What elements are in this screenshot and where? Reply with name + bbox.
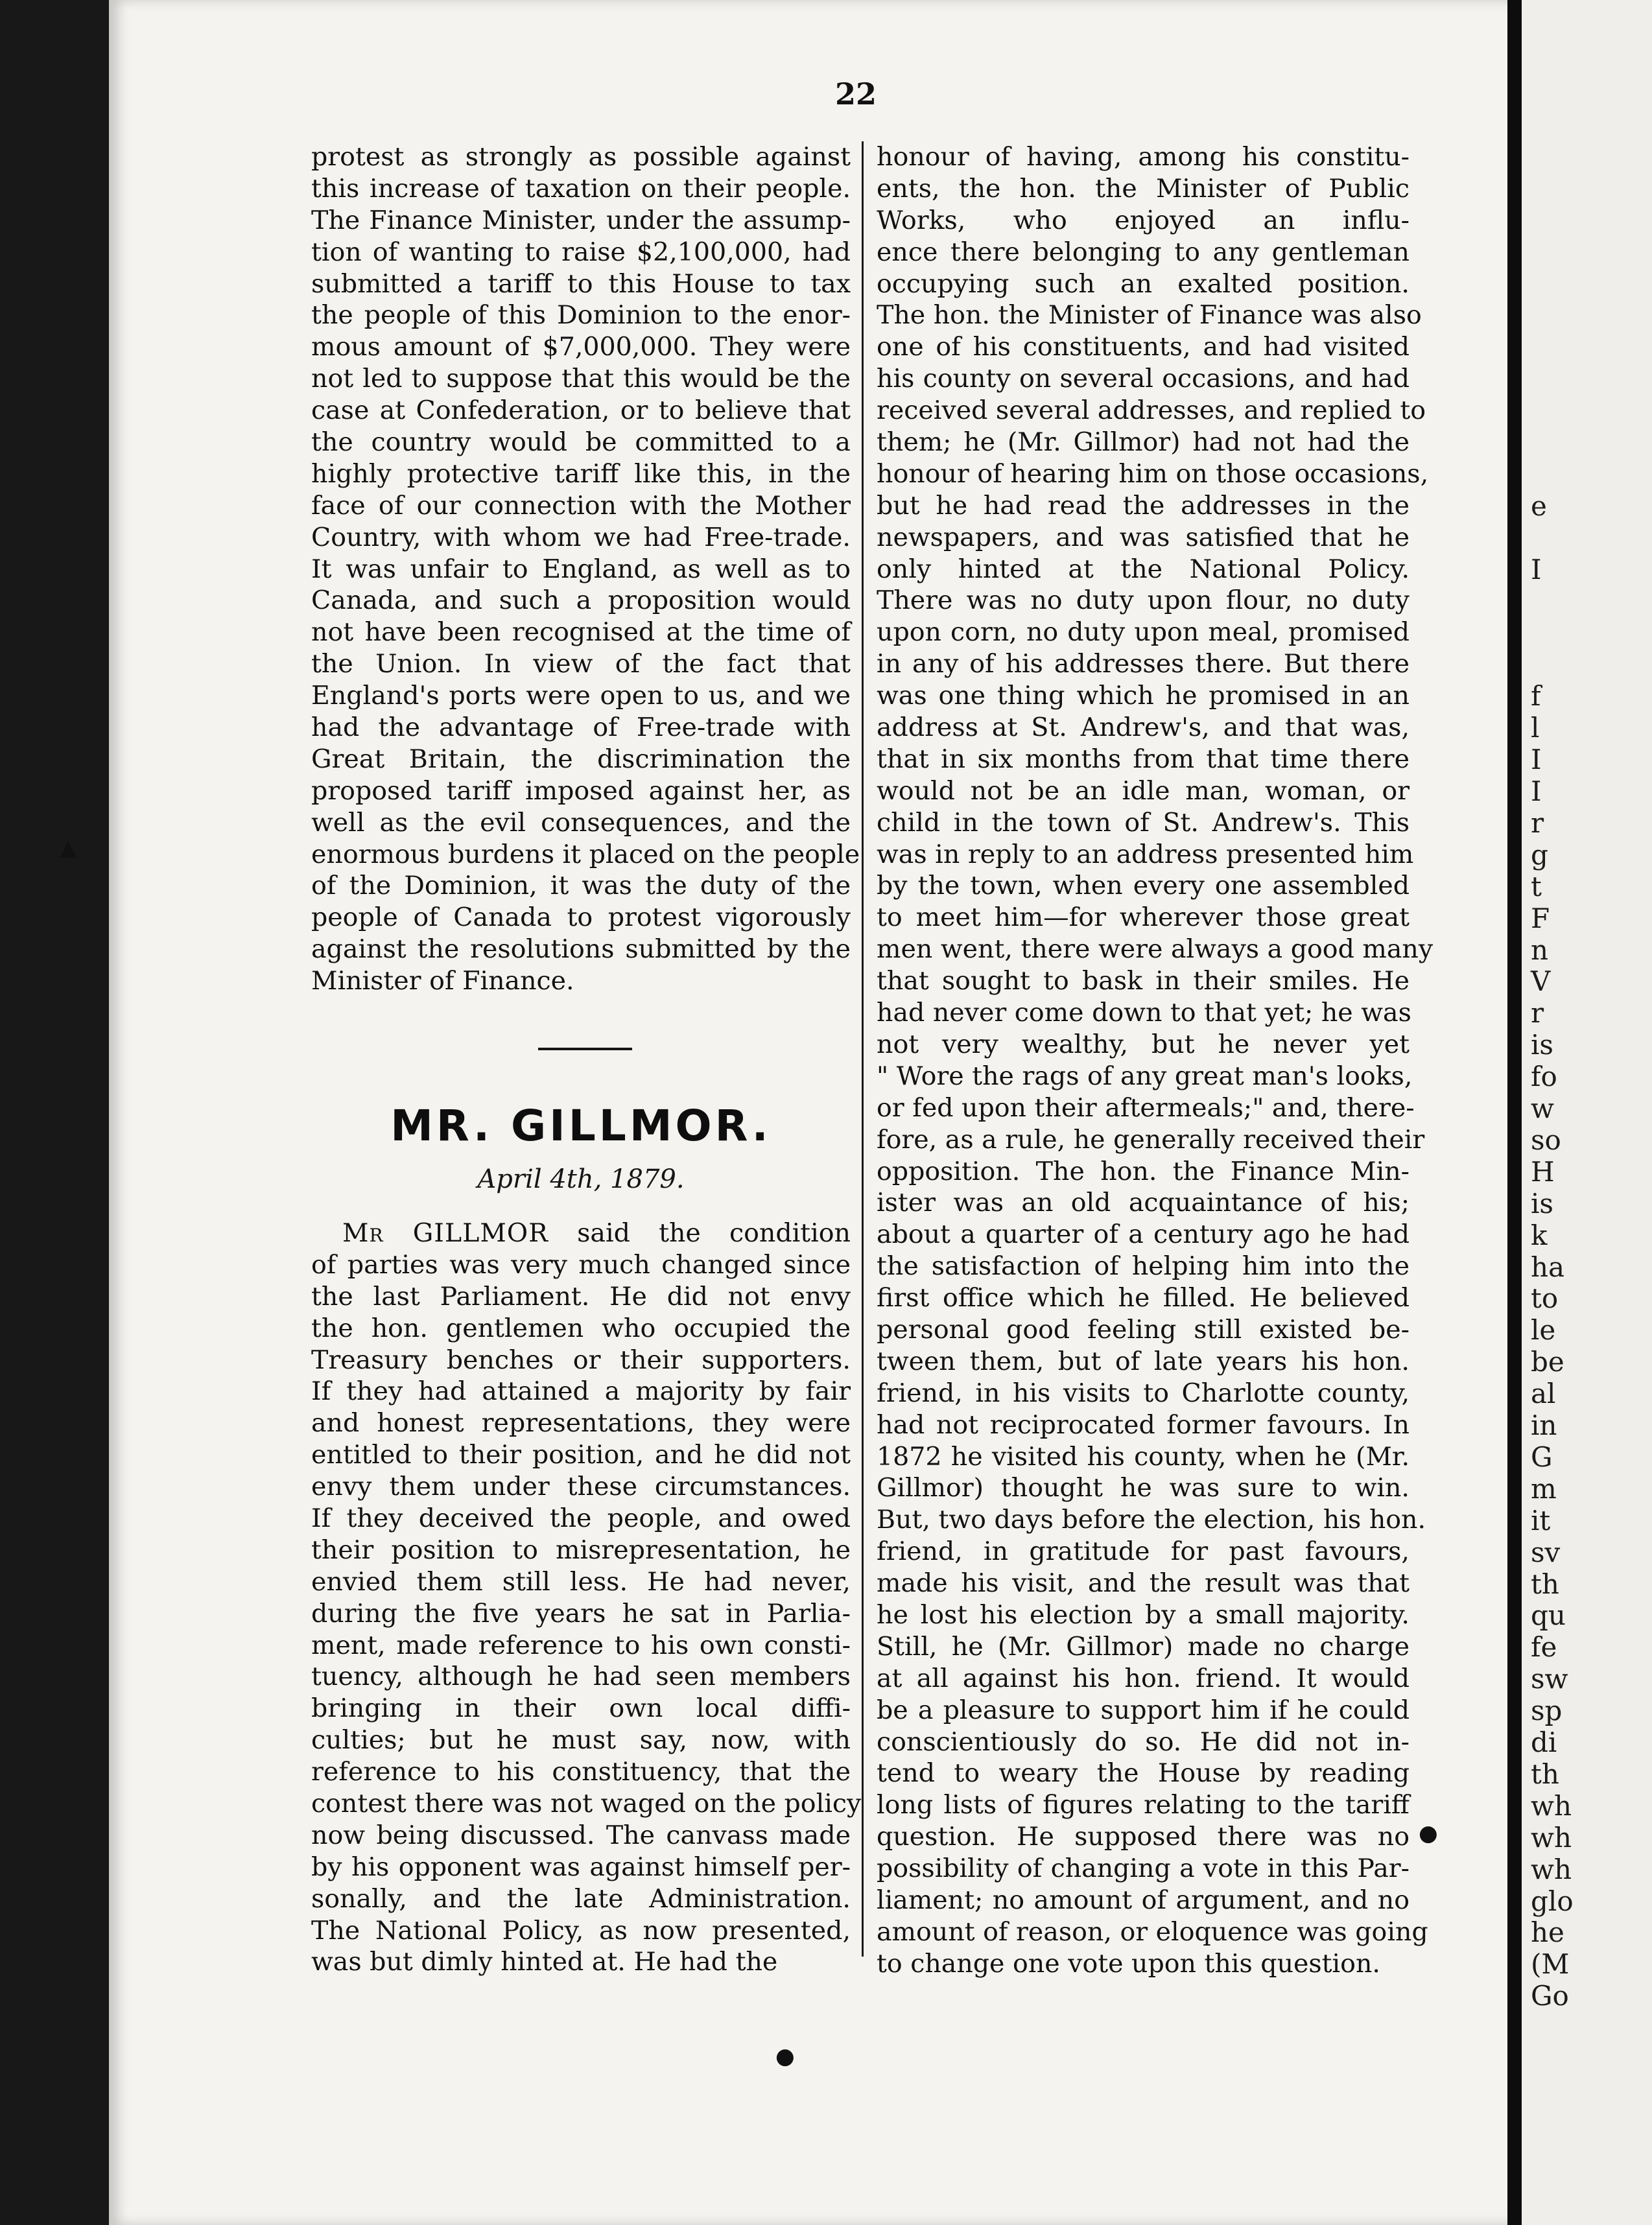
adjacent-page-text-fragment: w <box>1531 1092 1554 1124</box>
adjacent-page-text-fragment: F <box>1531 902 1550 934</box>
text-line: was in reply to an address presented him <box>877 839 1414 869</box>
text-line: in any of his addresses there. But there <box>877 649 1410 679</box>
text-line: the hon. gentlemen who occupied the <box>311 1313 851 1343</box>
text-line: Gillmor) thought he was sure to win. <box>877 1473 1410 1503</box>
column-divider <box>862 141 864 1957</box>
text-line: Treasury benches or their supporters. <box>311 1345 851 1375</box>
text-line: his county on several occasions, and had <box>877 364 1410 394</box>
page-gutter <box>1507 0 1522 2225</box>
text-line: against the resolutions submitted by the <box>311 934 851 965</box>
text-line: he lost his election by a small majority. <box>877 1599 1410 1630</box>
text-line: about a quarter of a century ago he had <box>877 1219 1410 1250</box>
adjacent-page-text-fragment: wh <box>1531 1789 1572 1822</box>
text-line: Country, with whom we had Free-trade. <box>311 522 851 552</box>
text-line: address at St. Andrew's, and that was, <box>877 712 1410 743</box>
text-line: now being discussed. The canvass made <box>311 1820 851 1850</box>
adjacent-page-text-fragment: th <box>1531 1568 1559 1600</box>
text-line: to meet him—for wherever those great <box>877 902 1410 933</box>
text-line: sonally, and the late Administration. <box>311 1883 851 1914</box>
text-line: submitted a tariff to this House to tax <box>311 268 851 299</box>
text-line: tend to weary the House by reading <box>877 1758 1410 1789</box>
text-line: friend, in his visits to Charlotte county, <box>877 1378 1410 1408</box>
adjacent-page-text-fragment: it <box>1531 1504 1551 1536</box>
text-line: not very wealthy, but he never yet <box>877 1029 1410 1059</box>
scan-arrow-mark-icon: ▲ <box>60 835 77 861</box>
speech-first-line-rest: said the condition <box>548 1218 851 1248</box>
text-line: long lists of figures relating to the tariff <box>877 1790 1410 1820</box>
text-line: 1872 he visited his county, when he (Mr. <box>877 1441 1410 1472</box>
adjacent-page-text-fragment: so <box>1531 1124 1561 1156</box>
text-line: child in the town of St. Andrew's. This <box>877 807 1410 838</box>
adjacent-page-text-fragment: Go <box>1531 1980 1569 2012</box>
adjacent-page-text-fragment: is <box>1531 1029 1553 1061</box>
adjacent-page-text-fragment: be <box>1531 1346 1564 1378</box>
text-line: There was no duty upon flour, no duty <box>877 585 1410 616</box>
text-line: The Finance Minister, under the assump- <box>311 205 851 235</box>
text-line: received several addresses, and replied to <box>877 395 1426 426</box>
text-line: one of his constituents, and had visited <box>877 332 1410 362</box>
speech-date: April 4th, 1879. <box>477 1164 685 1194</box>
text-line: well as the evil consequences, and the <box>311 807 851 838</box>
text-line: conscientiously do so. He did not in- <box>877 1726 1410 1757</box>
left-column-top-text <box>311 141 860 997</box>
text-line: England's ports were open to us, and we <box>311 681 851 711</box>
text-line: the people of this Dominion to the enor- <box>311 300 851 331</box>
text-line: ents, the hon. the Minister of Public <box>877 173 1410 204</box>
text-line: highly protective tariff like this, in the <box>311 458 851 489</box>
text-line: was but dimly hinted at. He had the <box>311 1947 778 1977</box>
text-line: friend, in gratitude for past favours, <box>877 1536 1410 1567</box>
adjacent-page-text-fragment: th <box>1531 1758 1559 1790</box>
text-line: Works, who enjoyed an influ- <box>877 205 1410 235</box>
text-line: mous amount of $7,000,000. They were <box>311 332 851 362</box>
text-line: occupying such an exalted position. <box>877 268 1410 299</box>
adjacent-page-text-fragment: sv <box>1531 1536 1561 1568</box>
text-line: was one thing which he promised in an <box>877 681 1410 711</box>
text-line: at all against his hon. friend. It would <box>877 1663 1410 1693</box>
adjacent-page-text-fragment: r <box>1531 806 1544 839</box>
text-line: entitled to their position, and he did not <box>311 1440 851 1470</box>
text-line: or fed upon their aftermeals;" and, there- <box>877 1092 1415 1123</box>
text-line: upon corn, no duty upon meal, promised <box>877 617 1410 648</box>
text-line: If they deceived the people, and owed <box>311 1503 851 1534</box>
text-line: It was unfair to England, as well as to <box>311 554 851 584</box>
text-line: Minister of Finance. <box>311 966 574 996</box>
adjacent-page-text-fragment: wh <box>1531 1821 1572 1854</box>
adjacent-page-text-fragment: qu <box>1531 1599 1566 1632</box>
text-line: men went, there were always a good many <box>877 934 1434 965</box>
adjacent-page-text-fragment: fe <box>1531 1631 1557 1664</box>
adjacent-page-text-fragment: (M <box>1531 1948 1570 1981</box>
adjacent-page-text-fragment: t <box>1531 870 1542 902</box>
adjacent-page-text-fragment: he <box>1531 1916 1564 1949</box>
ink-dot-icon: ● <box>1419 1820 1438 1846</box>
text-line: proposed tariff imposed against her, as <box>311 775 851 806</box>
text-line: tion of wanting to raise $2,100,000, had <box>311 237 851 267</box>
text-line: and honest representations, they were <box>311 1408 851 1439</box>
text-line: ence there belonging to any gentleman <box>877 237 1410 267</box>
text-line: to change one vote upon this question. <box>877 1948 1380 1979</box>
text-line: envied them still less. He had never, <box>311 1566 851 1597</box>
adjacent-page-text-fragment: ha <box>1531 1251 1565 1283</box>
adjacent-page-text-fragment: e <box>1531 489 1547 522</box>
text-line: not led to suppose that this would be the <box>311 364 851 394</box>
text-line: personal good feeling still existed be- <box>877 1314 1410 1345</box>
text-line: honour of hearing him on those occasions, <box>877 458 1429 489</box>
text-line: of parties was very much changed since <box>311 1249 851 1280</box>
text-line: honour of having, among his constitu- <box>877 142 1410 172</box>
adjacent-page-fragment <box>1522 0 1652 2225</box>
text-line: only hinted at the National Policy. <box>877 554 1410 584</box>
text-line: " Wore the rags of any great man's looks, <box>877 1061 1413 1091</box>
adjacent-page-text-fragment: r <box>1531 997 1544 1030</box>
text-line: question. He supposed there was no <box>877 1822 1410 1852</box>
text-line: the Union. In view of the fact that <box>311 649 851 679</box>
text-line: culties; but he must say, now, with <box>311 1725 851 1756</box>
adjacent-page-text-fragment: wh <box>1531 1853 1572 1885</box>
adjacent-page-text-fragment: k <box>1531 1219 1548 1251</box>
text-line: this increase of taxation on their people. <box>311 173 851 204</box>
adjacent-page-text-fragment: is <box>1531 1187 1553 1219</box>
text-line: possibility of changing a vote in this Par- <box>877 1854 1410 1884</box>
text-line: Great Britain, the discrimination the <box>311 744 851 774</box>
text-line: contest there was not waged on the policy <box>311 1789 862 1819</box>
section-heading: MR. GILLMOR. <box>390 1101 772 1151</box>
text-line: the satisfaction of helping him into the <box>877 1251 1410 1282</box>
text-line: that sought to bask in their smiles. He <box>877 966 1410 996</box>
text-line: But, two days before the election, his hon. <box>877 1505 1426 1535</box>
adjacent-page-text-fragment: G <box>1531 1441 1553 1473</box>
text-line: not have been recognised at the time of <box>311 617 851 648</box>
adjacent-page-text-fragment: le <box>1531 1314 1556 1347</box>
text-line: had never come down to that yet; he was <box>877 998 1411 1028</box>
left-column-speech-text <box>311 1218 862 1978</box>
adjacent-page-text-fragment: H <box>1531 1155 1555 1188</box>
text-line: The National Policy, as now presented, <box>311 1915 851 1946</box>
text-line: be a pleasure to support him if he could <box>877 1695 1410 1725</box>
text-line: by the town, when every one assembled <box>877 871 1410 901</box>
text-line: would not be an idle man, woman, or <box>877 775 1410 806</box>
adjacent-page-text-fragment: V <box>1531 965 1551 998</box>
scan-left-margin <box>0 0 109 2225</box>
ink-blot-icon: ● <box>775 2043 795 2069</box>
text-line: people of Canada to protest vigorously <box>311 902 851 933</box>
text-line: amount of reason, or eloquence was going <box>877 1916 1428 1947</box>
text-line: made his visit, and the result was that <box>877 1568 1410 1599</box>
adjacent-page-text-fragment: in <box>1531 1409 1557 1441</box>
adjacent-page-text-fragment: fo <box>1531 1061 1557 1093</box>
adjacent-page-text-fragment: sw <box>1531 1663 1568 1695</box>
speaker-name: Mr GILLMOR <box>342 1218 549 1248</box>
text-line: first office which he filled. He believed <box>877 1283 1410 1313</box>
text-line: their position to misrepresentation, he <box>311 1535 851 1565</box>
adjacent-page-text-fragment: I <box>1531 775 1542 807</box>
text-line: had not reciprocated former favours. In <box>877 1409 1410 1440</box>
adjacent-page-text-fragment: I <box>1531 744 1542 776</box>
text-line: by his opponent was against himself per- <box>311 1852 851 1882</box>
text-line: had the advantage of Free-trade with <box>311 712 851 743</box>
adjacent-page-text-fragment: I <box>1531 553 1542 585</box>
text-line: envy them under these circumstances. <box>311 1472 851 1502</box>
text-line: face of our connection with the Mother <box>311 490 851 521</box>
text-line: If they had attained a majority by fair <box>311 1376 851 1407</box>
text-line: during the five years he sat in Parlia- <box>311 1598 851 1629</box>
adjacent-page-text-fragment: sp <box>1531 1695 1563 1727</box>
text-line: ment, made reference to his own consti- <box>311 1630 851 1660</box>
speech-first-line <box>311 1218 851 1249</box>
page-number: 22 <box>834 77 877 112</box>
adjacent-page-text-fragment: l <box>1531 712 1540 744</box>
text-line: Canada, and such a proposition would <box>311 585 851 616</box>
text-line: of the Dominion, it was the duty of the <box>311 871 851 901</box>
text-line: them; he (Mr. Gillmor) had not had the <box>877 427 1410 458</box>
adjacent-page-text-fragment: di <box>1531 1726 1557 1758</box>
text-line: case at Confederation, or to believe that <box>311 395 851 426</box>
text-line: ister was an old acquaintance of his; <box>877 1188 1410 1218</box>
text-line: opposition. The hon. the Finance Min- <box>877 1156 1410 1186</box>
adjacent-page-text-fragment: n <box>1531 934 1549 966</box>
text-line: liament; no amount of argument, and no <box>877 1885 1410 1915</box>
text-line: bringing in their own local diffi- <box>311 1693 851 1724</box>
section-divider-rule <box>538 1048 632 1050</box>
text-line: tuency, although he had seen members <box>311 1662 851 1692</box>
text-line: The hon. the Minister of Finance was also <box>877 300 1422 331</box>
adjacent-page-text-fragment: m <box>1531 1472 1557 1505</box>
text-line: Still, he (Mr. Gillmor) made no charge <box>877 1631 1410 1662</box>
text-line: the last Parliament. He did not envy <box>311 1281 851 1312</box>
text-line: tween them, but of late years his hon. <box>877 1346 1410 1376</box>
right-column-text <box>877 141 1434 1980</box>
text-line: reference to his constituency, that the <box>311 1757 851 1787</box>
adjacent-page-text-fragment: g <box>1531 838 1548 871</box>
adjacent-page-text-fragment: al <box>1531 1378 1556 1410</box>
adjacent-page-text-fragment: glo <box>1531 1885 1574 1917</box>
text-line: the country would be committed to a <box>311 427 851 458</box>
text-line: enormous burdens it placed on the people <box>311 839 860 869</box>
adjacent-page-text-fragment: f <box>1531 680 1541 712</box>
text-line: that in six months from that time there <box>877 744 1410 774</box>
text-line: fore, as a rule, he generally received their <box>877 1124 1425 1155</box>
text-line: but he had read the addresses in the <box>877 490 1410 521</box>
text-line: newspapers, and was satisfied that he <box>877 522 1410 552</box>
text-line: protest as strongly as possible against <box>311 142 851 172</box>
adjacent-page-text-fragment: to <box>1531 1282 1559 1315</box>
